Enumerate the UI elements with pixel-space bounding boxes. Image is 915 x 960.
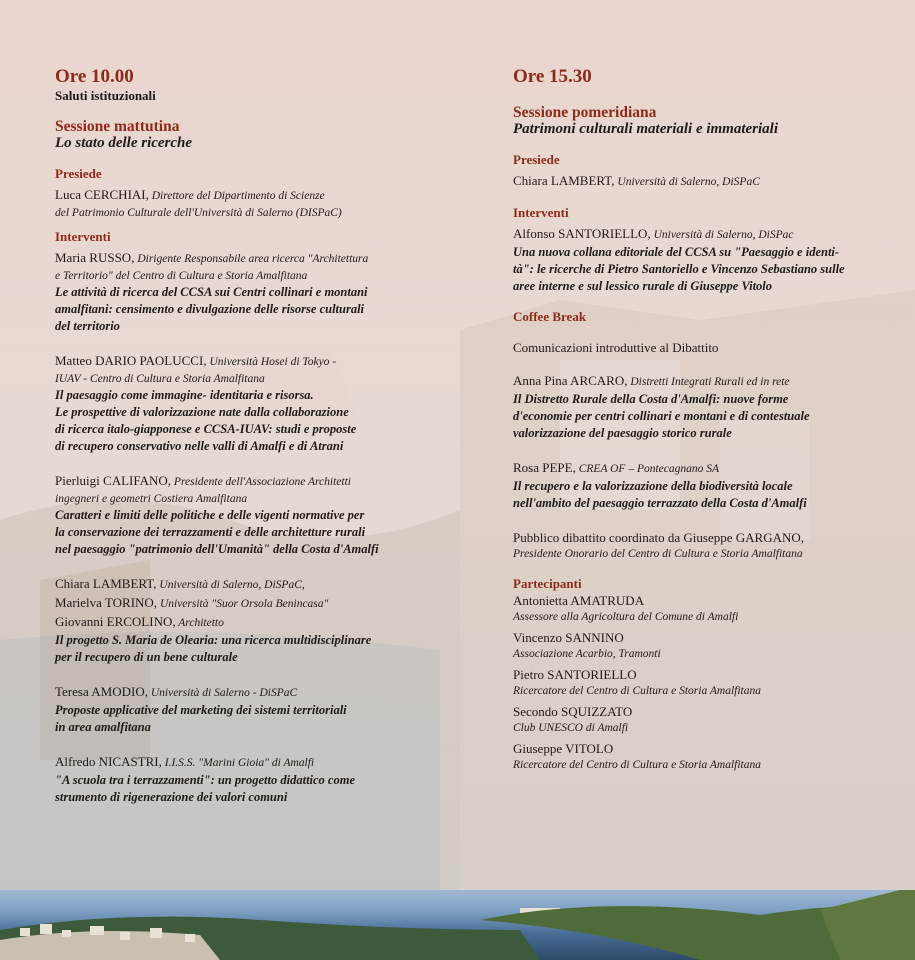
- afternoon-presiede-label: Presiede: [513, 152, 560, 167]
- chair-affiliation-2: del Patrimonio Culturale dell'Università di Salerno (DISPaC): [55, 207, 342, 219]
- speaker-affiliation: Università di Salerno, DiSPaC,: [156, 579, 305, 591]
- speaker-affiliation: Università di Salerno, DiSPac: [650, 229, 794, 241]
- afternoon-session-title: Patrimoni culturali materiali e immateriali: [513, 121, 779, 137]
- speaker-affiliation: Architetto: [175, 617, 224, 629]
- talk-item: [55, 753, 435, 806]
- afternoon-chair: [513, 172, 898, 191]
- afternoon-interventi-label: Interventi: [513, 205, 569, 220]
- speaker-affiliation: Distretti Integrati Rurali ed in rete: [627, 376, 790, 388]
- talk-title-line: nell'ambito del paesaggio terrazzato della Costa d'Amalfi: [513, 496, 807, 510]
- talk-title-line: "A scuola tra i terrazzamenti": un progetto didattico come: [55, 773, 356, 787]
- speaker-affiliation-2: e Territorio" del Centro di Cultura e Storia Amalfitana: [55, 270, 308, 282]
- talk-title-line: di ricerca italo-giapponese e CCSA-IUAV: studi e proposte: [55, 422, 357, 436]
- speaker-name: Teresa AMODIO,: [55, 684, 148, 699]
- talk-title-line: per il recupero di un bene culturale: [55, 650, 238, 664]
- talk-title-line: Le prospettive di valorizzazione nate dalla collaborazione: [55, 405, 349, 419]
- talk-title-line: in area amalfitana: [55, 720, 151, 734]
- participant-role: Associazione Acarbio, Tramonti: [513, 648, 661, 660]
- dibattito-affiliation: Presidente Onorario del Centro di Cultura e Storia Amalfitana: [513, 548, 803, 560]
- morning-session-label: Sessione mattutina: [55, 118, 180, 135]
- morning-session-title: Lo stato delle ricerche: [55, 135, 193, 151]
- speaker-affiliation: I.I.S.S. "Marini Gioia" di Amalfi: [161, 757, 315, 769]
- morning-column: [55, 66, 435, 806]
- chair-name: Luca CERCHIAI,: [55, 187, 149, 202]
- speaker-name: Pierluigi CALIFANO,: [55, 473, 172, 488]
- participant-item: [513, 703, 898, 736]
- talk-title-line: Una nuova collana editoriale del CCSA su "Paesaggio e identi-: [513, 245, 840, 259]
- speaker-affiliation-2: IUAV - Centro di Cultura e Storia Amalfitana: [55, 373, 265, 385]
- chair-affiliation: Università di Salerno, DiSPaC: [614, 176, 760, 188]
- speaker-name: Giovanni ERCOLINO,: [55, 614, 176, 629]
- morning-interventi-label: Interventi: [55, 229, 111, 244]
- speaker-affiliation: Università di Salerno - DiSPaC: [147, 687, 298, 699]
- participant-role: Assessore alla Agricoltura del Comune di Amalfi: [513, 611, 739, 623]
- talk-title-line: del territorio: [55, 319, 120, 333]
- speaker-name: Anna Pina ARCARO,: [513, 373, 628, 388]
- chair-affiliation: Direttore del Dipartimento di Scienze: [148, 190, 325, 202]
- coffee-break-label: Coffee Break: [513, 309, 587, 324]
- afternoon-time: Ore 15.30: [513, 66, 592, 87]
- chair-name: Chiara LAMBERT,: [513, 173, 615, 188]
- speaker-affiliation-2: ingegneri e geometri Costiera Amalfitana: [55, 493, 248, 505]
- participant-item: [513, 592, 898, 625]
- participant-name: Giuseppe VITOLO: [513, 741, 614, 756]
- talk-title-line: strumento di rigenerazione dei valori comuni: [55, 790, 288, 804]
- talk-title-line: Caratteri e limiti delle politiche e delle vigenti normative per: [55, 508, 365, 522]
- participant-item: [513, 740, 898, 773]
- morning-chair: [55, 186, 435, 205]
- speaker-name: Alfonso SANTORIELLO,: [513, 226, 651, 241]
- speaker-affiliation: CREA OF – Pontecagnano SA: [575, 463, 720, 475]
- talk-title-line: Il progetto S. Maria de Olearia: una ricerca multidisciplinare: [55, 633, 372, 647]
- morning-presiede-label: Presiede: [55, 166, 102, 181]
- talk-item: [55, 352, 435, 455]
- dibattito-line: Pubblico dibattito coordinato da Giuseppe GARGANO,: [513, 530, 805, 545]
- speaker-name: Marielva TORINO,: [55, 595, 158, 610]
- speaker-name: Chiara LAMBERT,: [55, 576, 157, 591]
- morning-time: Ore 10.00: [55, 66, 134, 87]
- talk-title-line: Le attività di ricerca del CCSA sui Centri collinari e montani: [55, 285, 368, 299]
- participant-role: Club UNESCO di Amalfi: [513, 722, 629, 734]
- participant-name: Pietro SANTORIELLO: [513, 667, 637, 682]
- talk-title-line: aree interne e sul lessico rurale di Giuseppe Vitolo: [513, 279, 773, 293]
- talk-item: [55, 683, 435, 736]
- talk-item: [55, 575, 435, 666]
- speaker-affiliation: Dirigente Responsabile area ricerca "Architettura: [134, 253, 369, 265]
- afternoon-column: [513, 66, 898, 773]
- afternoon-session-label: Sessione pomeridiana: [513, 104, 657, 121]
- talk-item: [513, 372, 898, 442]
- talk-title-line: Proposte applicative del marketing dei sistemi territoriali: [55, 703, 347, 717]
- speaker-name: Rosa PEPE,: [513, 460, 576, 475]
- participant-role: Ricercatore del Centro di Cultura e Storia Amalfitana: [513, 759, 761, 771]
- talk-title-line: d'economie per centri collinari e montani e di contestuale: [513, 409, 810, 423]
- talk-item: [513, 459, 898, 512]
- talk-item: [55, 249, 435, 335]
- speaker-name: Alfredo NICASTRI,: [55, 754, 162, 769]
- speaker-affiliation: Università "Suor Orsola Benincasa": [157, 598, 329, 610]
- speaker-affiliation: Presidente dell'Associazione Architetti: [171, 476, 351, 488]
- participant-name: Vincenzo SANNINO: [513, 630, 624, 645]
- talk-title-line: amalfitani: censimento e divulgazione delle risorse culturali: [55, 302, 365, 316]
- talk-title-line: Il paesaggio come immagine- identitaria e risorsa.: [55, 388, 314, 402]
- participant-role: Ricercatore del Centro di Cultura e Storia Amalfitana: [513, 685, 761, 697]
- talk-title-line: di recupero conservativo nelle valli di Amalfi e di Atrani: [55, 439, 344, 453]
- participant-item: [513, 666, 898, 699]
- participant-name: Antonietta AMATRUDA: [513, 593, 645, 608]
- talk-title-line: la conservazione dei terrazzamenti e delle architetture rurali: [55, 525, 366, 539]
- talk-title-line: Il Distretto Rurale della Costa d'Amalfi: nuove forme: [513, 392, 789, 406]
- speaker-name: Maria RUSSO,: [55, 250, 135, 265]
- talk-title-line: tà": le ricerche di Pietro Santoriello e Vincenzo Sebastiano sulle: [513, 262, 845, 276]
- saluti-istituzionali: Saluti istituzionali: [55, 88, 156, 103]
- coastline-photo: [0, 890, 915, 960]
- partecipanti-label: Partecipanti: [513, 576, 582, 591]
- participant-name: Secondo SQUIZZATO: [513, 704, 633, 719]
- talk-item: [513, 225, 898, 295]
- speaker-affiliation: Università Hosei di Tokyo -: [206, 356, 337, 368]
- speaker-name: Matteo DARIO PAOLUCCI,: [55, 353, 207, 368]
- talk-title-line: nel paesaggio "patrimonio dell'Umanità" della Costa d'Amalfi: [55, 542, 379, 556]
- talk-title-line: valorizzazione del paesaggio storico rurale: [513, 426, 732, 440]
- talk-title-line: Il recupero e la valorizzazione della biodiversità locale: [513, 479, 793, 493]
- comunicazioni-line: Comunicazioni introduttive al Dibattito: [513, 340, 719, 355]
- participant-item: [513, 629, 898, 662]
- talk-item: [55, 472, 435, 558]
